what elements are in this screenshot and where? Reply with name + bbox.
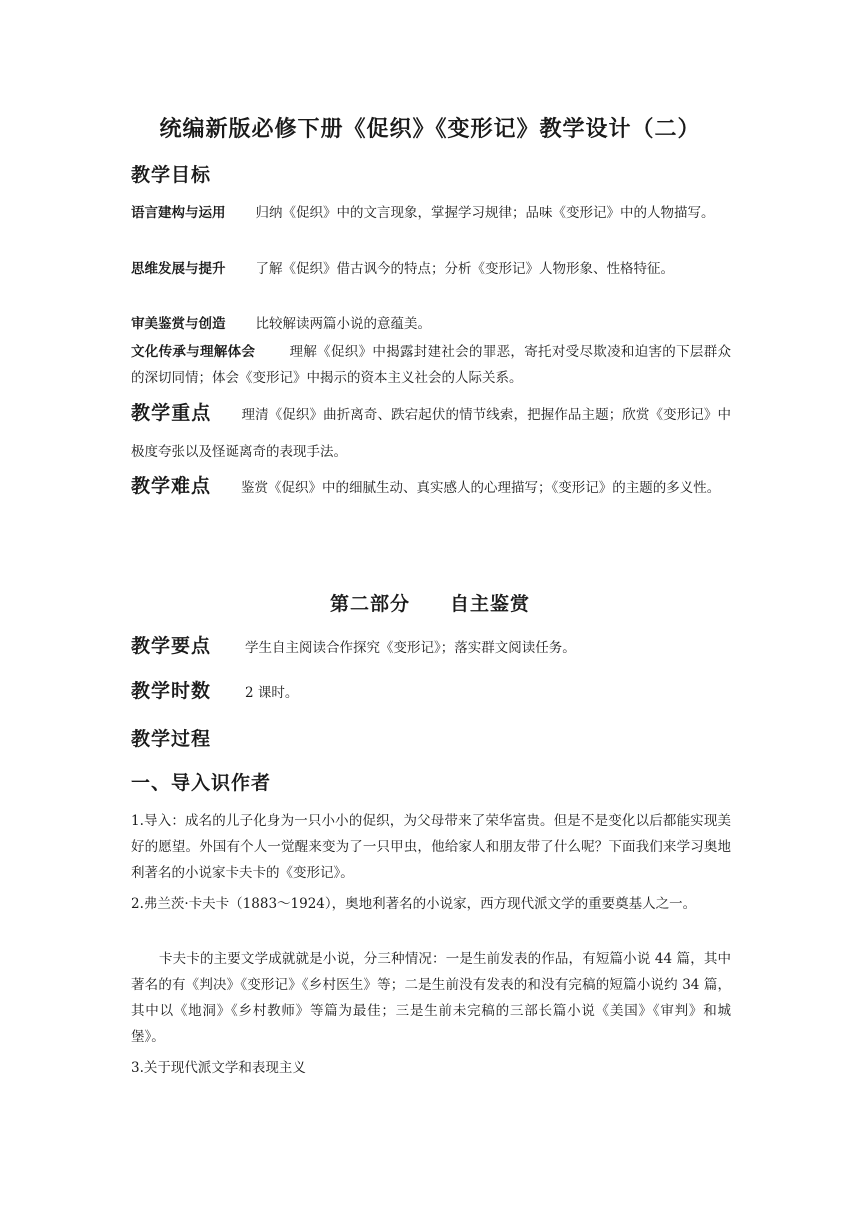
hours-block bbox=[131, 677, 731, 707]
objective-text: 理解《促织》中揭露封建社会的罪恶，寄托对受尽欺凌和迫害的下层群众的深切同情；体会《变形记》中揭示的资本主义社会的人际关系。 bbox=[131, 344, 732, 386]
part-two-title bbox=[0, 589, 860, 616]
essentials-text: 学生自主阅读合作探究《变形记》；落实群文阅读任务。 bbox=[245, 640, 576, 656]
key-points-text: 理清《促织》曲折离奇、跌宕起伏的情节线索，把握作品主题；欣赏《变形记》中极度夸张以及怪诞离奇的表现手法。 bbox=[131, 407, 731, 460]
key-points-heading: 教学重点 bbox=[131, 402, 212, 424]
essentials-block bbox=[131, 632, 731, 662]
hours-text: 2 课时。 bbox=[245, 685, 299, 701]
objective-label: 审美鉴赏与创造 bbox=[131, 316, 226, 332]
objective-item bbox=[131, 256, 731, 282]
difficulties-heading: 教学难点 bbox=[131, 475, 212, 497]
objective-label: 语言建构与运用 bbox=[131, 205, 226, 221]
document-title: 统编新版必修下册《促织》《变形记》教学设计（二） bbox=[159, 117, 701, 142]
paragraph-achievements: 卡夫卡的主要文学成就就是小说，分三种情况：一是生前发表的作品，有短篇小说 44 篇，其中著名的有《判决》《变形记》《乡村医生》等；二是生前没有发表的和没有完稿的短篇小说约 34 篇，其中以《地洞》《乡村教师》等篇为最佳；三是生前未完稿的三部长篇小说《美国》《审判》和城堡》。 bbox=[131, 951, 731, 1045]
objective-item bbox=[131, 339, 731, 391]
objective-item bbox=[131, 311, 731, 337]
objective-text: 比较解读两篇小说的意蕴美。 bbox=[255, 316, 431, 332]
section-one-heading: 一、导入识作者 bbox=[131, 772, 272, 794]
part-label: 第二部分 bbox=[329, 593, 410, 615]
objective-label: 思维发展与提升 bbox=[131, 261, 226, 277]
hours-heading: 教学时数 bbox=[131, 680, 212, 702]
objective-label: 文化传承与理解体会 bbox=[131, 344, 256, 360]
objective-text: 归纳《促织》中的文言现象，掌握学习规律；品味《变形记》中的人物描写。 bbox=[255, 205, 715, 221]
paragraph-intro: 1.导入：成名的儿子化身为一只小小的促织，为父母带来了荣华富贵。但是不是变化以后都能实现美好的愿望。外国有个人一觉醒来变为了一只甲虫，他给家人和朋友带了什么呢？下面我们来学习奥地利著名的小说家卡夫卡的《变形记》。 bbox=[131, 813, 731, 881]
essentials-heading: 教学要点 bbox=[131, 635, 212, 657]
objective-text: 了解《促织》借古讽今的特点；分析《变形记》人物形象、性格特征。 bbox=[255, 261, 674, 277]
key-points-block bbox=[131, 395, 731, 471]
paragraph-author: 2.弗兰茨·卡夫卡（1883～1924），奥地利著名的小说家，西方现代派文学的重要奠基人之一。 bbox=[131, 896, 697, 912]
objective-item bbox=[131, 200, 731, 226]
difficulties-text: 鉴赏《促织》中的细腻生动、真实感人的心理描写；《变形记》的主题的多义性。 bbox=[241, 480, 721, 496]
difficulties-block bbox=[131, 468, 731, 507]
paragraph-modernism: 3.关于现代派文学和表现主义 bbox=[131, 1060, 306, 1076]
process-heading: 教学过程 bbox=[131, 728, 212, 750]
part-name: 自主鉴赏 bbox=[450, 593, 531, 615]
objectives-heading: 教学目标 bbox=[131, 164, 212, 186]
